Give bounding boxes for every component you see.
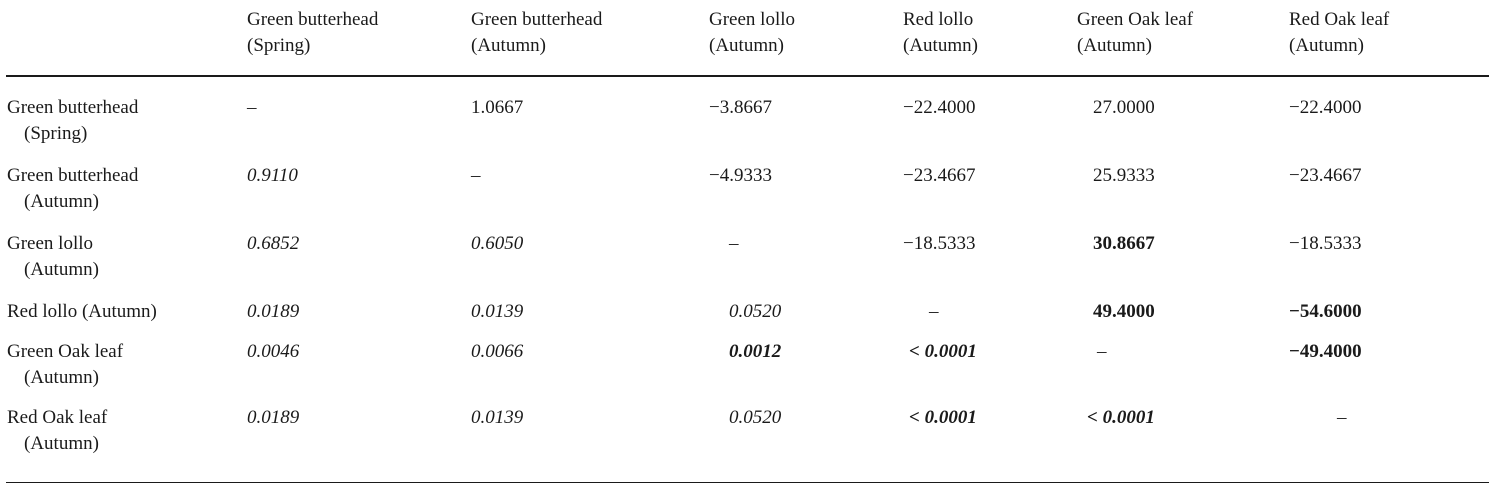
table-cell: −23.4667 (1289, 165, 1362, 186)
table-cell: – (1337, 407, 1347, 428)
row-label-line2: (Autumn) (24, 367, 99, 388)
table-cell: 1.0667 (471, 97, 524, 118)
table-cell: 0.6050 (471, 233, 524, 254)
column-header-line1: Red lollo (903, 9, 974, 30)
column-header-green-butterhead-spring (247, 7, 378, 59)
table-cell: 0.0139 (471, 407, 524, 428)
table-cell: < 0.0001 (1087, 407, 1155, 428)
table-cell: −3.8667 (709, 97, 772, 118)
table-cell: 0.0012 (729, 341, 782, 362)
row-label-line2: (Spring) (24, 123, 88, 144)
row-label-line2: (Autumn) (24, 191, 99, 212)
row-label-line1: Green butterhead (7, 165, 139, 186)
column-header-line1: Green lollo (709, 9, 796, 30)
table-cell: −18.5333 (1289, 233, 1362, 254)
table-cell: < 0.0001 (909, 407, 977, 428)
table-cell: 0.0189 (247, 301, 300, 322)
column-header-line1: Green Oak leaf (1077, 9, 1194, 30)
row-label (7, 163, 138, 215)
table-cell: 0.0066 (471, 341, 524, 362)
column-header-green-oak-leaf-autumn (1077, 7, 1193, 59)
table-cell: 0.0046 (247, 341, 300, 362)
row-label (7, 299, 157, 325)
row-label (7, 95, 138, 147)
table-cell: −4.9333 (709, 165, 772, 186)
table-cell: −49.4000 (1289, 341, 1362, 362)
column-header-green-butterhead-autumn (471, 7, 602, 59)
row-label (7, 405, 107, 457)
table-cell: 0.0520 (729, 301, 782, 322)
table-cell: 0.6852 (247, 233, 300, 254)
row-label-line2: (Autumn) (24, 433, 99, 454)
table-cell: 25.9333 (1093, 165, 1155, 186)
header-rule (6, 75, 1489, 77)
table-cell: 27.0000 (1093, 97, 1155, 118)
row-label-line1: Red Oak leaf (7, 407, 108, 428)
bottom-rule (6, 482, 1489, 483)
column-header-line2: (Autumn) (471, 35, 546, 56)
table-cell: −54.6000 (1289, 301, 1362, 322)
column-header-green-lollo-autumn (709, 7, 795, 59)
table-cell: −18.5333 (903, 233, 976, 254)
table-cell: – (929, 301, 939, 322)
column-header-line2: (Autumn) (1077, 35, 1152, 56)
table-cell: 0.0139 (471, 301, 524, 322)
column-header-red-lollo-autumn (903, 7, 978, 59)
table-cell: 30.8667 (1093, 233, 1155, 254)
table-cell: 49.4000 (1093, 301, 1155, 322)
table-cell: – (729, 233, 739, 254)
column-header-line2: (Autumn) (1289, 35, 1364, 56)
table-cell: 0.0189 (247, 407, 300, 428)
row-label-line1: Red lollo (Autumn) (7, 301, 157, 322)
table-cell: 0.0520 (729, 407, 782, 428)
row-label-line1: Green lollo (7, 233, 94, 254)
table-cell: −23.4667 (903, 165, 976, 186)
table-cell: – (247, 97, 257, 118)
table-cell: – (471, 165, 481, 186)
row-label (7, 339, 123, 391)
column-header-line1: Green butterhead (471, 9, 603, 30)
column-header-line2: (Spring) (247, 35, 311, 56)
table-cell: – (1097, 341, 1107, 362)
row-label-line2: (Autumn) (24, 259, 99, 280)
table-cell: −22.4000 (1289, 97, 1362, 118)
column-header-line2: (Autumn) (903, 35, 978, 56)
table-cell: < 0.0001 (909, 341, 977, 362)
row-label (7, 231, 99, 283)
column-header-line1: Red Oak leaf (1289, 9, 1390, 30)
table-cell: −22.4000 (903, 97, 976, 118)
row-label-line1: Green butterhead (7, 97, 139, 118)
column-header-line2: (Autumn) (709, 35, 784, 56)
row-label-line1: Green Oak leaf (7, 341, 124, 362)
column-header-red-oak-leaf-autumn (1289, 7, 1389, 59)
column-header-line1: Green butterhead (247, 9, 379, 30)
table-cell: 0.9110 (247, 165, 298, 186)
